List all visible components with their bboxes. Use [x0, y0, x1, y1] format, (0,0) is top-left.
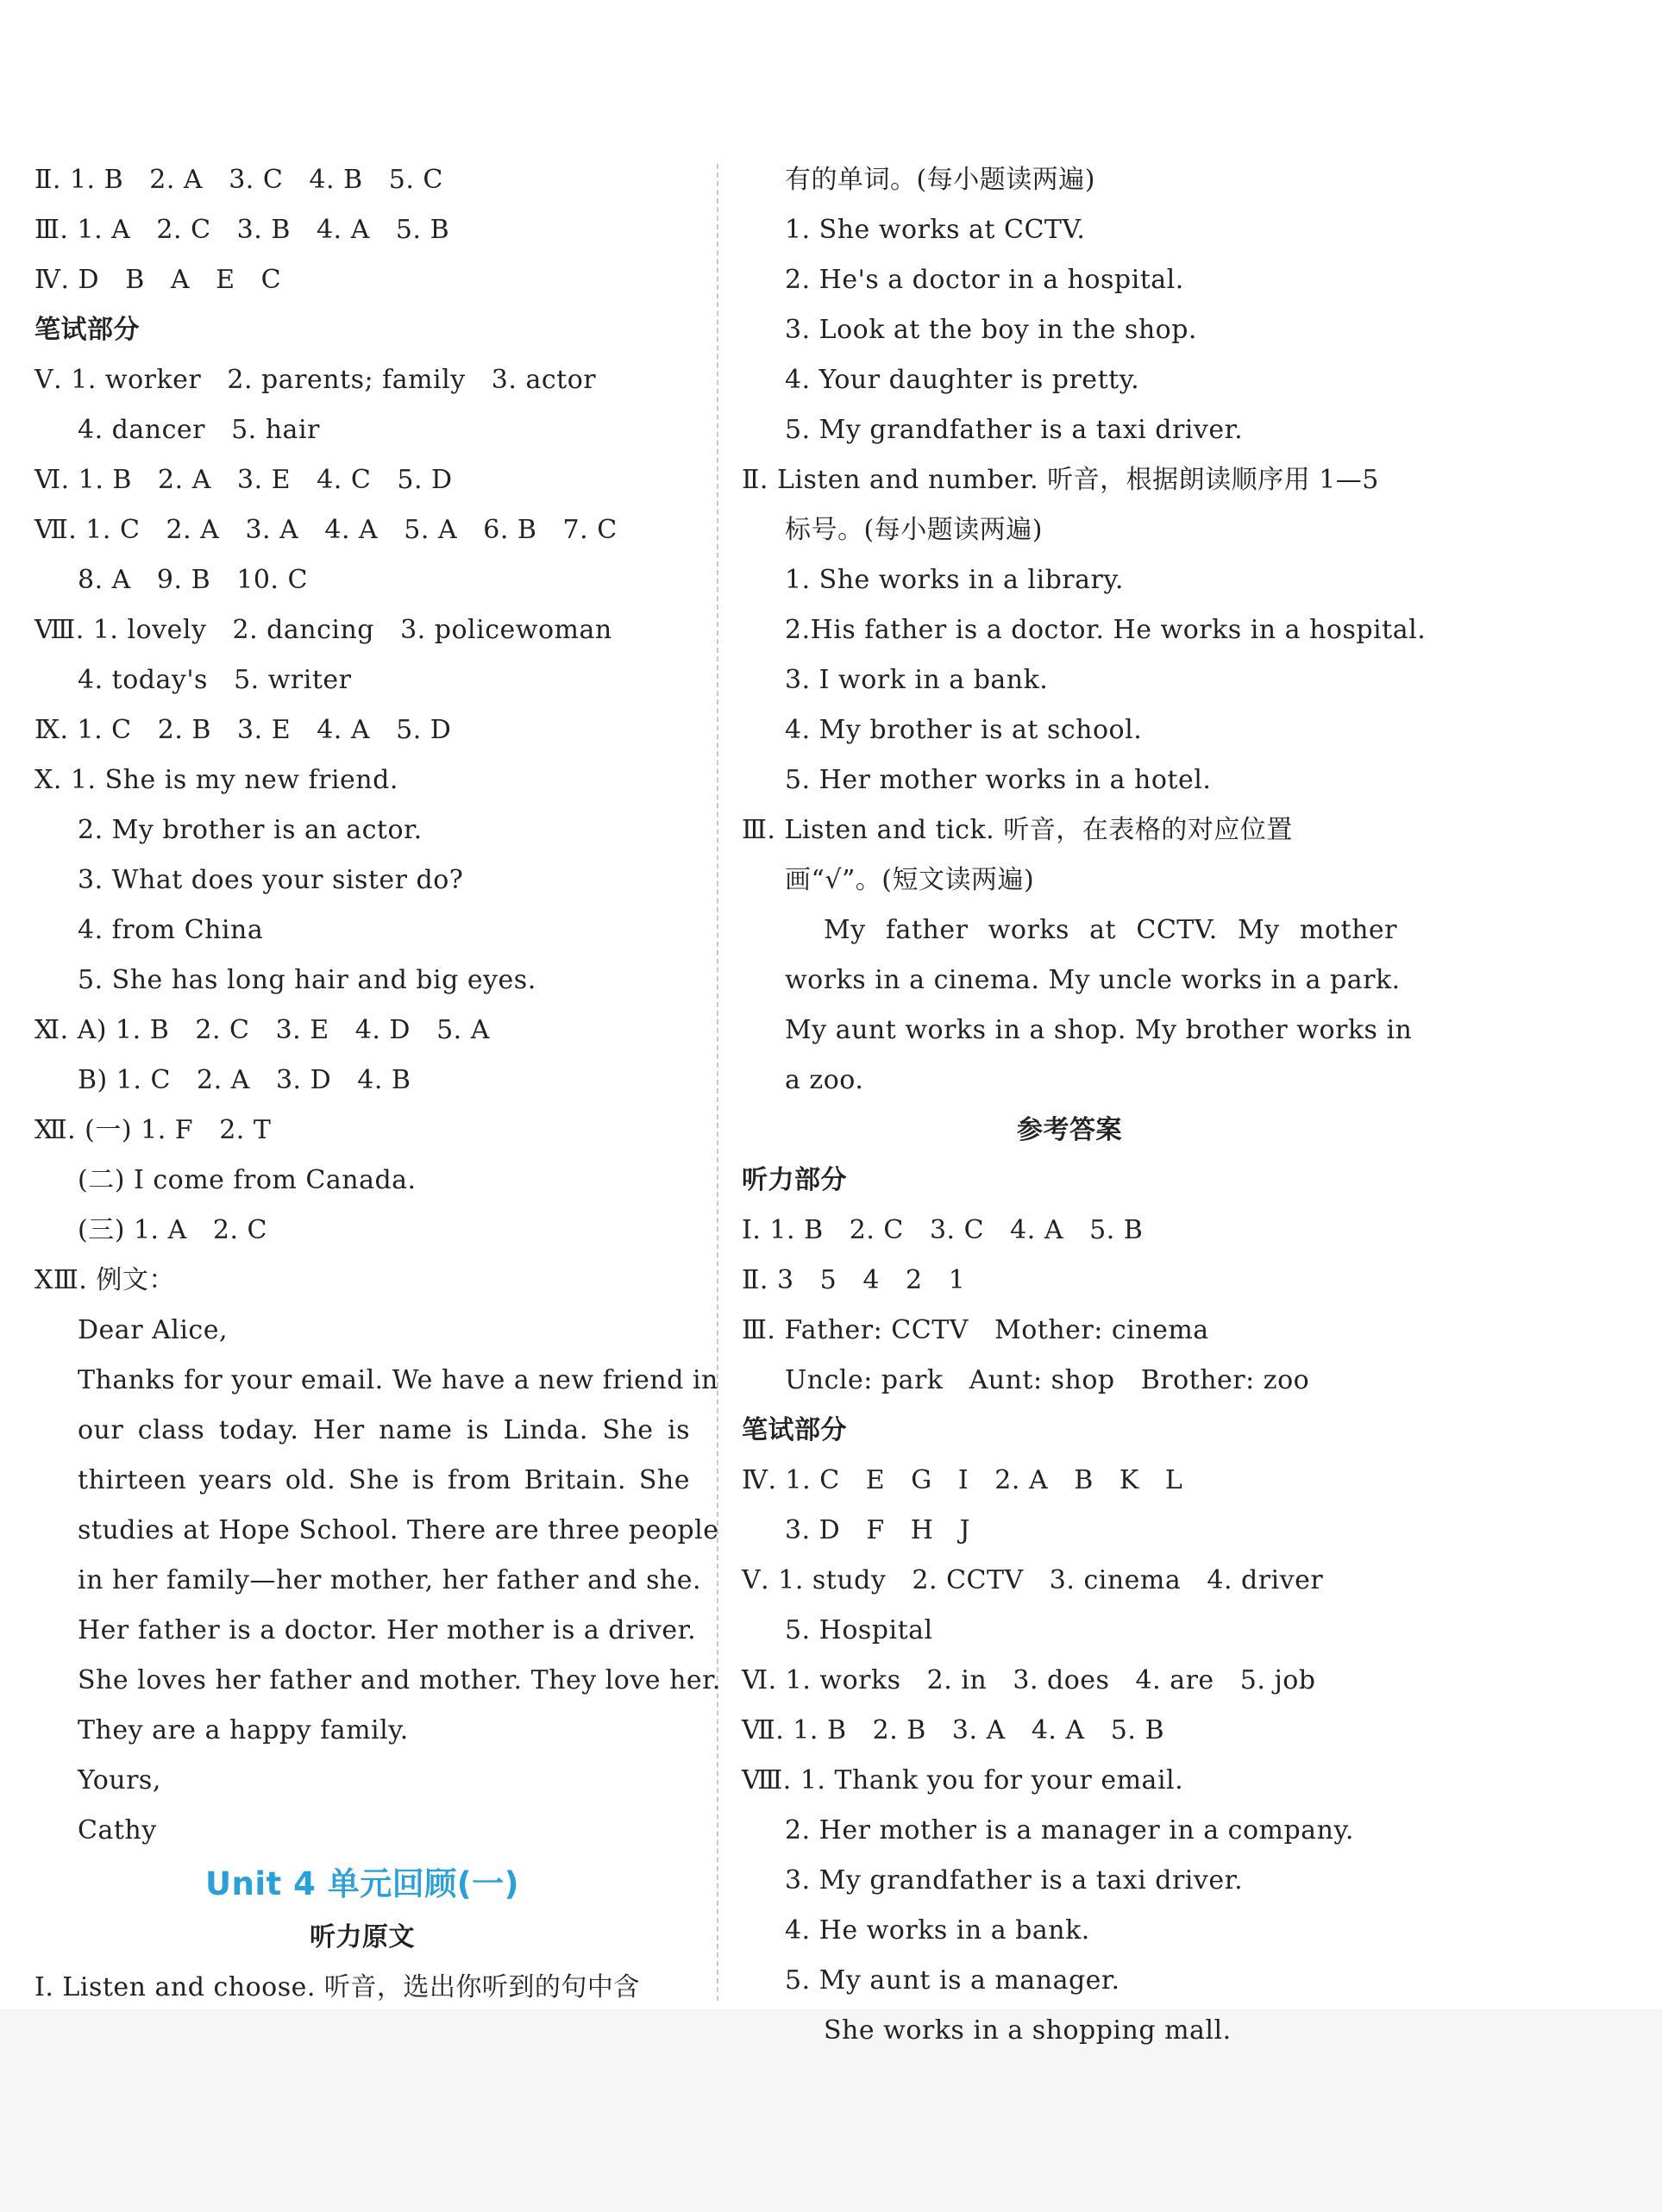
answer-line: 4. He works in a bank.: [785, 1915, 1090, 1946]
answer-line: 3. D F H J: [785, 1515, 971, 1545]
answer-line: Ⅲ. Father: CCTV Mother: cinema: [742, 1315, 1209, 1345]
answer-line: Ⅵ. 1. B 2. A 3. E 4. C 5. D: [34, 465, 453, 495]
answer-line: 5. My aunt is a manager.: [785, 1965, 1120, 1996]
answer-line: B) 1. C 2. A 3. D 4. B: [78, 1065, 411, 1095]
question-heading: Ⅰ. Listen and choose. 听音，选出你听到的句中含: [34, 1972, 640, 2002]
letter-line: They are a happy family.: [78, 1715, 409, 1745]
answer-line: ⅩⅢ. 例文：: [34, 1265, 175, 1295]
answer-line: Ⅴ. 1. worker 2. parents; family 3. actor: [34, 365, 597, 395]
letter-line: thirteen years old. She is from Britain. She: [78, 1465, 690, 1495]
answer-line: Ⅰ. 1. B 2. C 3. C 4. A 5. B: [742, 1215, 1144, 1245]
answer-line: Ⅶ. 1. B 2. B 3. A 4. A 5. B: [742, 1715, 1164, 1745]
listening-item: 3. Look at the boy in the shop.: [785, 315, 1197, 345]
answer-line: Ⅷ. 1. Thank you for your email.: [742, 1765, 1184, 1795]
listening-item: 1. She works in a library.: [785, 565, 1124, 595]
answer-line: 5. Hospital: [785, 1615, 933, 1645]
left-column: [34, 155, 721, 2013]
letter-signature: Cathy: [78, 1815, 157, 1845]
section-heading: 听力部分: [742, 1165, 847, 1195]
letter-line: She loves her father and mother. They love her.: [78, 1665, 721, 1695]
answer-line: 4. dancer 5. hair: [78, 415, 320, 445]
answer-line: 4. from China: [78, 915, 264, 945]
right-column: [742, 155, 1427, 2056]
answer-line: 8. A 9. B 10. C: [78, 565, 308, 595]
answer-line: 2. My brother is an actor.: [78, 815, 423, 845]
answer-line: Ⅻ. (一) 1. F 2. T: [34, 1115, 272, 1145]
question-heading-continued: 标号。(每小题读两遍): [785, 515, 1043, 545]
letter-line: studies at Hope School. There are three people: [78, 1515, 719, 1545]
letter-line: our class today. Her name is Linda. She is: [78, 1415, 690, 1445]
answer-line: Ⅶ. 1. C 2. A 3. A 4. A 5. A 6. B 7. C: [34, 515, 618, 545]
listening-item: 1. She works at CCTV.: [785, 215, 1086, 245]
answer-line: Uncle: park Aunt: shop Brother: zoo: [785, 1365, 1310, 1395]
listening-item: 5. Her mother works in a hotel.: [785, 765, 1212, 795]
question-heading-continued: 画“√”。(短文读两遍): [785, 865, 1035, 895]
answer-line: Ⅱ. 1. B 2. A 3. C 4. B 5. C: [34, 165, 443, 195]
answer-line: Ⅵ. 1. works 2. in 3. does 4. are 5. job: [742, 1665, 1316, 1695]
answer-line: Ⅳ. 1. C E G I 2. A B K L: [742, 1465, 1183, 1495]
listening-item: 3. I work in a bank.: [785, 665, 1049, 695]
letter-line: in her family—her mother, her father and she.: [78, 1565, 702, 1595]
question-heading: Ⅱ. Listen and number. 听音，根据朗读顺序用 1—5: [742, 465, 1379, 495]
letter-line: Her father is a doctor. Her mother is a driver.: [78, 1615, 697, 1645]
section-heading: 笔试部分: [742, 1415, 847, 1445]
section-heading: 笔试部分: [34, 315, 140, 345]
answer-line: Ⅱ. 3 5 4 2 1: [742, 1265, 966, 1295]
listening-item: 2. He's a doctor in a hospital.: [785, 265, 1184, 295]
answer-line: Ⅴ. 1. study 2. CCTV 3. cinema 4. driver: [742, 1565, 1324, 1595]
passage-line: a zoo.: [785, 1065, 864, 1095]
listening-item: 5. My grandfather is a taxi driver.: [785, 415, 1244, 445]
listening-item: 4. My brother is at school.: [785, 715, 1143, 745]
listening-item: 2.His father is a doctor. He works in a hospital.: [785, 615, 1427, 645]
answer-line: Ⅲ. 1. A 2. C 3. B 4. A 5. B: [34, 215, 450, 245]
answer-line: 3. My grandfather is a taxi driver.: [785, 1865, 1244, 1896]
passage-line: My aunt works in a shop. My brother works in: [785, 1015, 1413, 1045]
answer-line: She works in a shopping mall.: [824, 2015, 1232, 2046]
listening-item: 4. Your daughter is pretty.: [785, 365, 1140, 395]
answer-line: (三) 1. A 2. C: [78, 1215, 267, 1245]
answer-line: Ⅷ. 1. lovely 2. dancing 3. policewoman: [34, 615, 612, 645]
passage-line: My father works at CCTV. My mother: [824, 915, 1397, 945]
answers-title: 参考答案: [1017, 1115, 1122, 1145]
letter-greeting: Dear Alice,: [78, 1315, 229, 1345]
answer-line: 5. She has long hair and big eyes.: [78, 965, 536, 995]
answer-line: Ⅺ. A) 1. B 2. C 3. E 4. D 5. A: [34, 1015, 490, 1045]
answer-line: Ⅳ. D B A E C: [34, 265, 282, 295]
letter-closing: Yours,: [78, 1765, 161, 1795]
column-divider: [717, 164, 718, 2001]
answer-line: 4. today's 5. writer: [78, 665, 352, 695]
question-heading: Ⅲ. Listen and tick. 听音，在表格的对应位置: [742, 815, 1293, 845]
passage-line: works in a cinema. My uncle works in a park.: [785, 965, 1401, 995]
answer-line: Ⅸ. 1. C 2. B 3. E 4. A 5. D: [34, 715, 452, 745]
letter-line: Thanks for your email. We have a new friend in: [78, 1365, 718, 1395]
unit-title: Unit 4 单元回顾(一): [204, 1865, 520, 1902]
listening-text-title: 听力原文: [310, 1922, 415, 1952]
answer-line: Ⅹ. 1. She is my new friend.: [34, 765, 398, 795]
question-heading-continued: 有的单词。(每小题读两遍): [785, 165, 1095, 195]
answer-line: 3. What does your sister do?: [78, 865, 464, 895]
answer-line: 2. Her mother is a manager in a company.: [785, 1815, 1354, 1845]
answer-line: (二) I come from Canada.: [78, 1165, 417, 1195]
